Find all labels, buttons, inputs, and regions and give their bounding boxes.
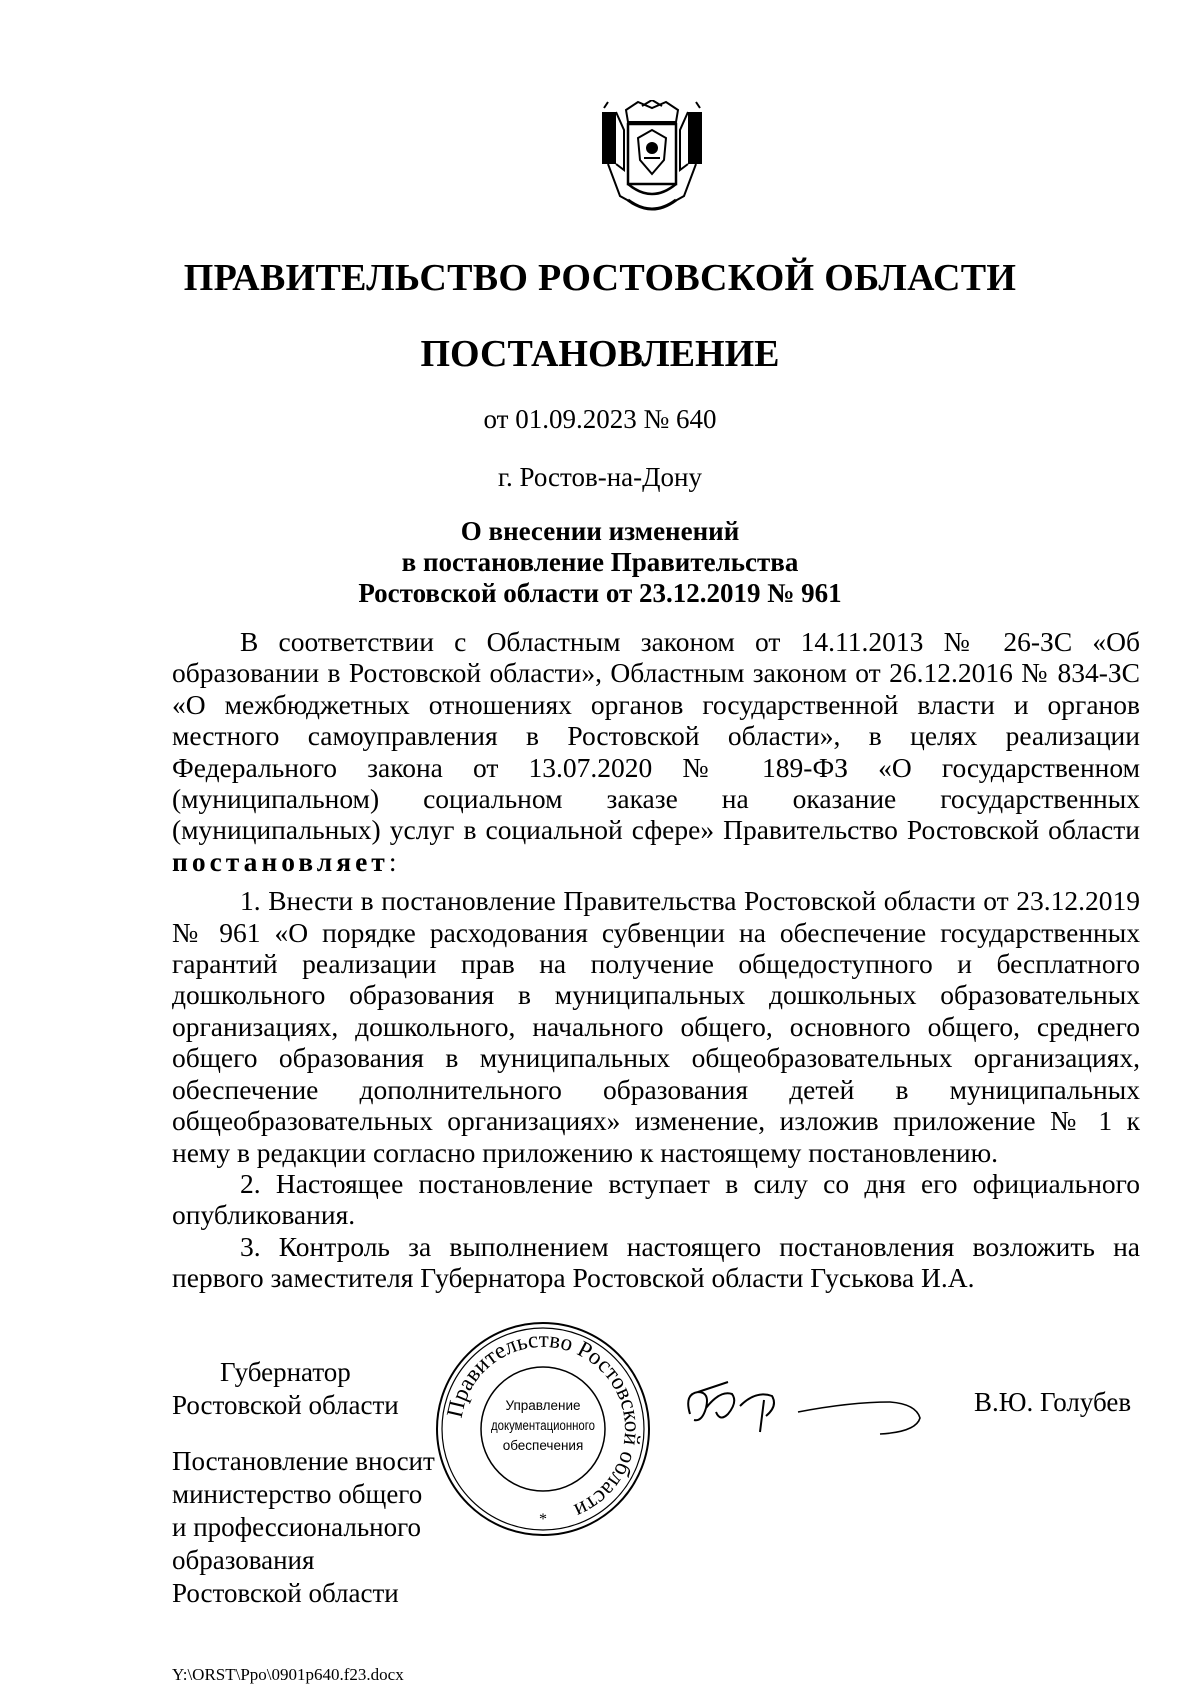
submitter-line: Постановление вносит — [172, 1446, 435, 1476]
seal-center-line: обеспечения — [502, 1438, 584, 1453]
submitter-line: и профессионального — [172, 1512, 422, 1542]
signatory-name: В.Ю. Голубев — [974, 1387, 1132, 1417]
coat-of-arms-emblem — [598, 100, 706, 215]
decrees-word: постановляет — [172, 845, 389, 877]
signatory-title-line: Губернатор — [220, 1357, 351, 1387]
government-title: ПРАВИТЕЛЬСТВО РОСТОВСКОЙ ОБЛАСТИ — [183, 257, 1017, 299]
preamble-text: В соответствии с Областным законом от 14.11.2013 № 26-ЗС «Об образовании в Ростовской области», Областным законом от 26.12.2016 № 834-ЗС «О межбюджетных отношениях органов государственной власти и органов местного самоуправления в Ростовской области», в целях реализации Федерального закона от 13.07.2020 № 189-ФЗ «О государственном (муниципальном) социальном заказе на оказание государственных (муниципальных) услуг в социальной сфере» Правительство Ростовской области — [172, 626, 1140, 846]
seal-center-line: Управление — [505, 1398, 581, 1413]
submitter-line: образования — [172, 1545, 315, 1575]
decrees-colon: : — [388, 845, 397, 877]
subject-heading — [0, 516, 1200, 609]
signatory-title — [172, 1356, 399, 1422]
item-3-paragraph: 3. Контроль за выполнением настоящего постановления возложить на первого заместителя Губернатора Ростовской области Гуськова И.А. — [172, 1230, 1140, 1294]
handwritten-signature — [680, 1372, 940, 1442]
seal-ring-text: Правительство Ростовской области — [441, 1326, 646, 1524]
submitter-line: Ростовской области — [172, 1578, 399, 1608]
official-seal — [432, 1318, 654, 1540]
item-2-paragraph: 2. Настоящее постановление вступает в силу со дня его официального опубликования. — [172, 1167, 1140, 1231]
subject-line: Ростовской области от 23.12.2019 № 961 — [358, 578, 842, 608]
date-and-number: от 01.09.2023 № 640 — [483, 404, 717, 434]
submitter-note — [172, 1445, 462, 1610]
subject-line: О внесении изменений — [460, 516, 740, 546]
seal-star-icon: * — [539, 1511, 547, 1528]
preamble-paragraph — [172, 626, 1140, 877]
signatory-title-line: Ростовской области — [172, 1390, 399, 1420]
submitter-line: министерство общего — [172, 1479, 423, 1509]
item-1-paragraph: 1. Внести в постановление Правительства Ростовской области от 23.12.2019 № 961 «О порядке расходования субвенции на обеспечение государственных гарантий реализации прав на получение общедоступного и бесплатного дошкольного образования в муниципальных дошкольных образовательных организациях, дошкольного, начального общего, основного общего, среднего общего образования в муниципальных общеобразовательных организациях, обеспечение дополнительного образования детей в муниципальных общеобразовательных организациях» изменение, изложив приложение № 1 к нему в редакции согласно приложению к настоящему постановлению. — [172, 885, 1140, 1168]
document-type-title: ПОСТАНОВЛЕНИЕ — [420, 333, 780, 375]
city-line: г. Ростов-на-Дону — [497, 462, 702, 492]
document-body — [172, 626, 1140, 1294]
seal-center-line: документационного — [491, 1418, 595, 1433]
file-path-footer: Y:\ORST\Ppo\0901p640.f23.docx — [172, 1665, 404, 1684]
subject-line: в постановление Правительства — [401, 547, 799, 577]
